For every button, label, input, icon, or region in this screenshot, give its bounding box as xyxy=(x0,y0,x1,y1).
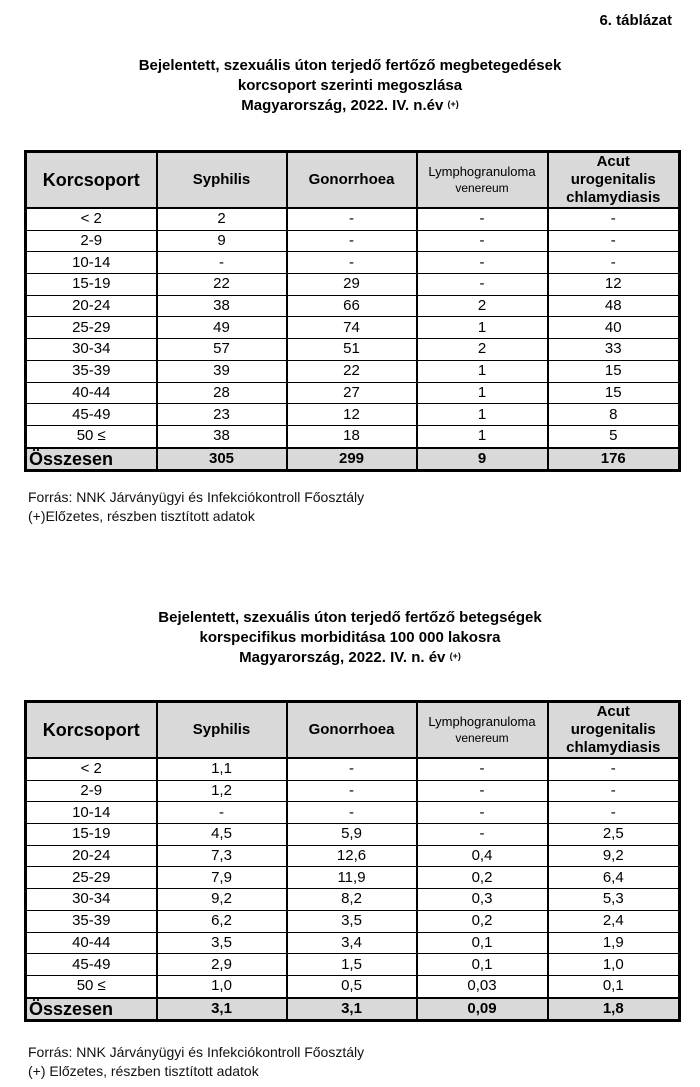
footnote-marker: (+) xyxy=(447,99,459,109)
cell-age: 25-29 xyxy=(26,317,157,339)
cell-gonorrhoea: 3,5 xyxy=(287,910,417,932)
table2-body xyxy=(26,758,680,1020)
cell-syphilis: 28 xyxy=(157,382,287,404)
table-row xyxy=(26,802,680,824)
cell-chlamydia: - xyxy=(548,758,680,780)
cell-gonorrhoea: 22 xyxy=(287,360,417,382)
cell-gonorrhoea: - xyxy=(287,252,417,274)
table-row xyxy=(26,910,680,932)
cell-gonorrhoea: 8,2 xyxy=(287,889,417,911)
cell-lgv: - xyxy=(417,230,548,252)
cell-lgv: 1 xyxy=(417,404,548,426)
cell-age: 45-49 xyxy=(26,954,157,976)
table-header-row xyxy=(26,152,680,209)
table-row xyxy=(26,317,680,339)
cell-chlamydia: - xyxy=(548,252,680,274)
cell-age: 40-44 xyxy=(26,382,157,404)
cell-chlamydia: 40 xyxy=(548,317,680,339)
cell-gonorrhoea: 66 xyxy=(287,295,417,317)
table1-footnotes xyxy=(28,488,364,526)
cell-chlamydia: 15 xyxy=(548,382,680,404)
total-age: Összesen xyxy=(26,998,157,1021)
cell-gonorrhoea: - xyxy=(287,208,417,230)
cell-age: 50 ≤ xyxy=(26,975,157,997)
cell-lgv: 0,2 xyxy=(417,910,548,932)
cell-age: 30-34 xyxy=(26,339,157,361)
cell-gonorrhoea: 18 xyxy=(287,425,417,447)
table2-footnotes xyxy=(28,1043,364,1081)
footnote-marker: (+) xyxy=(449,651,461,661)
total-chlamydia: 176 xyxy=(548,448,680,471)
total-chlamydia: 1,8 xyxy=(548,998,680,1021)
cell-chlamydia: 8 xyxy=(548,404,680,426)
table2-title-line-2: korspecifikus morbiditása 100 000 lakosra xyxy=(199,629,501,646)
cell-gonorrhoea: 0,5 xyxy=(287,975,417,997)
cell-syphilis: 23 xyxy=(157,404,287,426)
case-count-table xyxy=(24,150,681,472)
cell-syphilis: 39 xyxy=(157,360,287,382)
cell-lgv: 0,03 xyxy=(417,975,548,997)
cell-chlamydia: 9,2 xyxy=(548,845,680,867)
header-gonorrhoea: Gonorrhoea xyxy=(287,152,417,209)
cell-age: 35-39 xyxy=(26,360,157,382)
cell-gonorrhoea: 51 xyxy=(287,339,417,361)
table-row xyxy=(26,845,680,867)
table-row xyxy=(26,932,680,954)
cell-age: 30-34 xyxy=(26,889,157,911)
table-row xyxy=(26,404,680,426)
cell-age: 2-9 xyxy=(26,230,157,252)
cell-lgv: - xyxy=(417,252,548,274)
header-chlamydia: Acut urogenitalis chlamydiasis xyxy=(548,152,680,209)
cell-syphilis: 57 xyxy=(157,339,287,361)
total-row xyxy=(26,448,680,471)
header-lgv: Lymphogranuloma venereum xyxy=(417,152,548,209)
preliminary-note: (+)Előzetes, részben tisztított adatok xyxy=(28,508,255,524)
cell-gonorrhoea: 11,9 xyxy=(287,867,417,889)
table2-title xyxy=(0,608,700,668)
total-age: Összesen xyxy=(26,448,157,471)
cell-syphilis: 1,0 xyxy=(157,975,287,997)
cell-lgv: 0,1 xyxy=(417,954,548,976)
total-syphilis: 305 xyxy=(157,448,287,471)
table1-title-line-1: Bejelentett, szexuális úton terjedő fertőző megbetegedések xyxy=(138,57,562,74)
cell-age: < 2 xyxy=(26,208,157,230)
morbidity-rate-table xyxy=(24,700,681,1022)
cell-age: 25-29 xyxy=(26,867,157,889)
cell-gonorrhoea: - xyxy=(287,230,417,252)
cell-chlamydia: - xyxy=(548,208,680,230)
cell-chlamydia: 48 xyxy=(548,295,680,317)
cell-lgv: 2 xyxy=(417,295,548,317)
table-row xyxy=(26,889,680,911)
cell-syphilis: 6,2 xyxy=(157,910,287,932)
table-number-label: 6. táblázat xyxy=(599,12,672,29)
cell-lgv: 1 xyxy=(417,360,548,382)
cell-age: 10-14 xyxy=(26,802,157,824)
header-age-group: Korcsoport xyxy=(26,152,157,209)
cell-gonorrhoea: 27 xyxy=(287,382,417,404)
cell-syphilis: - xyxy=(157,802,287,824)
cell-syphilis: 1,2 xyxy=(157,780,287,802)
cell-lgv: 0,2 xyxy=(417,867,548,889)
cell-gonorrhoea: 12 xyxy=(287,404,417,426)
cell-chlamydia: 15 xyxy=(548,360,680,382)
cell-lgv: - xyxy=(417,802,548,824)
cell-lgv: - xyxy=(417,758,548,780)
cell-syphilis: 49 xyxy=(157,317,287,339)
cell-gonorrhoea: - xyxy=(287,758,417,780)
header-gonorrhoea: Gonorrhoea xyxy=(287,702,417,759)
cell-lgv: - xyxy=(417,824,548,846)
preliminary-note: (+) Előzetes, részben tisztított adatok xyxy=(28,1063,259,1079)
cell-lgv: 1 xyxy=(417,382,548,404)
table-row xyxy=(26,954,680,976)
cell-lgv: 2 xyxy=(417,339,548,361)
cell-age: 40-44 xyxy=(26,932,157,954)
cell-syphilis: 7,9 xyxy=(157,867,287,889)
cell-age: 35-39 xyxy=(26,910,157,932)
cell-syphilis: 1,1 xyxy=(157,758,287,780)
total-gonorrhoea: 3,1 xyxy=(287,998,417,1021)
header-syphilis: Syphilis xyxy=(157,152,287,209)
cell-syphilis: 22 xyxy=(157,274,287,296)
table-row xyxy=(26,425,680,447)
table-row xyxy=(26,360,680,382)
header-age-group: Korcsoport xyxy=(26,702,157,759)
cell-chlamydia: - xyxy=(548,802,680,824)
cell-age: < 2 xyxy=(26,758,157,780)
header-syphilis: Syphilis xyxy=(157,702,287,759)
cell-lgv: - xyxy=(417,208,548,230)
table-row xyxy=(26,824,680,846)
table-row xyxy=(26,230,680,252)
table-row xyxy=(26,867,680,889)
cell-age: 50 ≤ xyxy=(26,425,157,447)
cell-lgv: 1 xyxy=(417,317,548,339)
table-row xyxy=(26,780,680,802)
cell-gonorrhoea: - xyxy=(287,780,417,802)
cell-syphilis: 9 xyxy=(157,230,287,252)
cell-syphilis: 4,5 xyxy=(157,824,287,846)
total-lgv: 0,09 xyxy=(417,998,548,1021)
cell-gonorrhoea: - xyxy=(287,802,417,824)
cell-chlamydia: - xyxy=(548,780,680,802)
cell-lgv: 0,4 xyxy=(417,845,548,867)
cell-syphilis: 7,3 xyxy=(157,845,287,867)
table2-title-line-1: Bejelentett, szexuális úton terjedő fertőző betegségek xyxy=(158,609,542,626)
cell-lgv: 1 xyxy=(417,425,548,447)
cell-age: 15-19 xyxy=(26,274,157,296)
cell-lgv: - xyxy=(417,780,548,802)
cell-syphilis: 38 xyxy=(157,425,287,447)
table-row xyxy=(26,975,680,997)
cell-syphilis: 2,9 xyxy=(157,954,287,976)
table-header-row xyxy=(26,702,680,759)
cell-chlamydia: 5 xyxy=(548,425,680,447)
cell-lgv: 0,1 xyxy=(417,932,548,954)
cell-gonorrhoea: 12,6 xyxy=(287,845,417,867)
cell-syphilis: 2 xyxy=(157,208,287,230)
total-row xyxy=(26,998,680,1021)
table-row xyxy=(26,295,680,317)
cell-syphilis: 38 xyxy=(157,295,287,317)
cell-age: 10-14 xyxy=(26,252,157,274)
cell-chlamydia: 2,4 xyxy=(548,910,680,932)
cell-syphilis: 3,5 xyxy=(157,932,287,954)
cell-chlamydia: 12 xyxy=(548,274,680,296)
cell-age: 45-49 xyxy=(26,404,157,426)
cell-age: 15-19 xyxy=(26,824,157,846)
table1-body xyxy=(26,208,680,470)
cell-lgv: 0,3 xyxy=(417,889,548,911)
cell-age: 20-24 xyxy=(26,845,157,867)
cell-gonorrhoea: 1,5 xyxy=(287,954,417,976)
table-row xyxy=(26,274,680,296)
cell-gonorrhoea: 5,9 xyxy=(287,824,417,846)
cell-chlamydia: 1,0 xyxy=(548,954,680,976)
cell-lgv: - xyxy=(417,274,548,296)
cell-syphilis: 9,2 xyxy=(157,889,287,911)
cell-age: 2-9 xyxy=(26,780,157,802)
cell-syphilis: - xyxy=(157,252,287,274)
header-lgv: Lymphogranuloma venereum xyxy=(417,702,548,759)
total-gonorrhoea: 299 xyxy=(287,448,417,471)
source-note: Forrás: NNK Járványügyi és Infekciókontroll Főosztály xyxy=(28,1044,365,1060)
header-chlamydia: Acut urogenitalis chlamydiasis xyxy=(548,702,680,759)
cell-gonorrhoea: 3,4 xyxy=(287,932,417,954)
cell-gonorrhoea: 74 xyxy=(287,317,417,339)
cell-chlamydia: 5,3 xyxy=(548,889,680,911)
table-row xyxy=(26,208,680,230)
table-row xyxy=(26,758,680,780)
source-note: Forrás: NNK Járványügyi és Infekciókontroll Főosztály xyxy=(28,489,365,505)
cell-chlamydia: 0,1 xyxy=(548,975,680,997)
cell-chlamydia: 6,4 xyxy=(548,867,680,889)
table-row xyxy=(26,252,680,274)
cell-chlamydia: 2,5 xyxy=(548,824,680,846)
table2-title-line-3: Magyarország, 2022. IV. n. év (+) xyxy=(239,649,461,666)
table-row xyxy=(26,339,680,361)
table1-title-line-2: korcsoport szerinti megoszlása xyxy=(237,77,463,94)
cell-chlamydia: - xyxy=(548,230,680,252)
cell-age: 20-24 xyxy=(26,295,157,317)
total-lgv: 9 xyxy=(417,448,548,471)
cell-chlamydia: 1,9 xyxy=(548,932,680,954)
table1-title-line-3: Magyarország, 2022. IV. n.év (+) xyxy=(241,97,459,114)
cell-chlamydia: 33 xyxy=(548,339,680,361)
cell-gonorrhoea: 29 xyxy=(287,274,417,296)
total-syphilis: 3,1 xyxy=(157,998,287,1021)
table-row xyxy=(26,382,680,404)
table1-title xyxy=(0,56,700,116)
